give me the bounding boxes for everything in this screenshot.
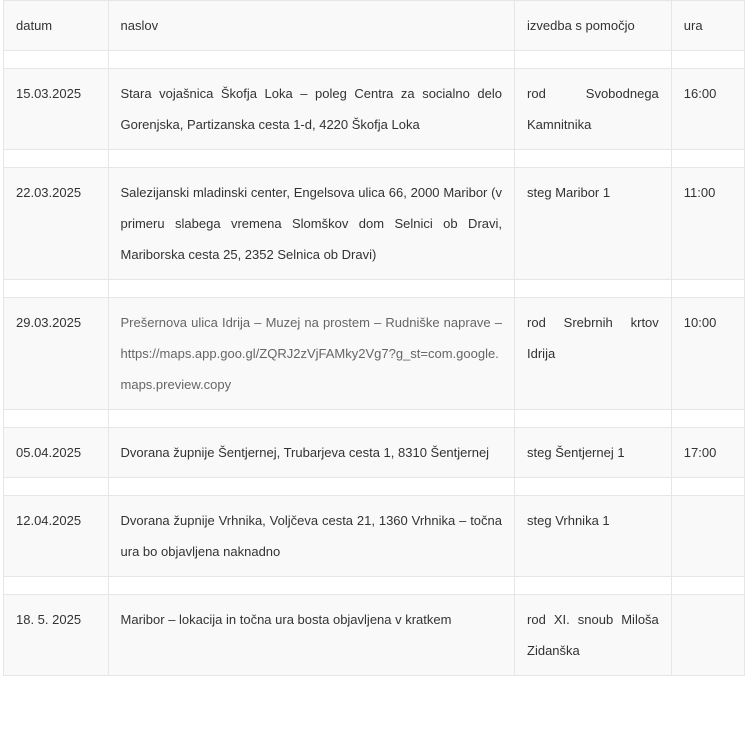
cell-time: 17:00 — [671, 428, 744, 478]
spacer-row — [4, 410, 745, 428]
cell-helper: rod XI. snoub Miloša Zidanška — [515, 595, 672, 676]
cell-title: Dvorana župnije Vrhnika, Voljčeva cesta 21, 1360 Vrhnika – točna ura bo objavljena naknadno — [108, 496, 515, 577]
table-row — [4, 496, 745, 577]
cell-time — [671, 496, 744, 577]
spacer-row — [4, 51, 745, 69]
table-row — [4, 595, 745, 676]
cell-time: 10:00 — [671, 298, 744, 410]
cell-time: 16:00 — [671, 69, 744, 150]
cell-date: 05.04.2025 — [4, 428, 109, 478]
cell-helper: rod Srebrnih krtov Idrija — [515, 298, 672, 410]
cell-helper: steg Maribor 1 — [515, 168, 672, 280]
table-row — [4, 168, 745, 280]
spacer-row — [4, 478, 745, 496]
header-helper: izvedba s pomočjo — [515, 1, 672, 51]
events-table — [3, 0, 745, 676]
cell-date: 18. 5. 2025 — [4, 595, 109, 676]
header-date: datum — [4, 1, 109, 51]
table-row — [4, 298, 745, 410]
cell-title: Dvorana župnije Šentjernej, Trubarjeva cesta 1, 8310 Šentjernej — [108, 428, 515, 478]
cell-date: 22.03.2025 — [4, 168, 109, 280]
cell-helper: steg Šentjernej 1 — [515, 428, 672, 478]
cell-time — [671, 595, 744, 676]
cell-date: 12.04.2025 — [4, 496, 109, 577]
cell-title: Maribor – lokacija in točna ura bosta objavljena v kratkem — [108, 595, 515, 676]
cell-helper: rod Svobodnega Kamnitnika — [515, 69, 672, 150]
cell-title: Prešernova ulica Idrija – Muzej na prostem – Rudniške naprave – https://maps.app.goo.gl/ZQRJ2zVjFAMky2Vg7?g_st=com.google.maps.preview.copy — [108, 298, 515, 410]
cell-title: Stara vojašnica Škofja Loka – poleg Centra za socialno delo Gorenjska, Partizanska cesta 1-d, 4220 Škofja Loka — [108, 69, 515, 150]
cell-date: 15.03.2025 — [4, 69, 109, 150]
header-time: ura — [671, 1, 744, 51]
table-header-row — [4, 1, 745, 51]
spacer-row — [4, 577, 745, 595]
header-title: naslov — [108, 1, 515, 51]
cell-time: 11:00 — [671, 168, 744, 280]
spacer-row — [4, 150, 745, 168]
cell-title: Salezijanski mladinski center, Engelsova ulica 66, 2000 Maribor (v primeru slabega vremena Slomškov dom Selnici ob Dravi, Mariborska cesta 25, 2352 Selnica ob Dravi) — [108, 168, 515, 280]
table-row — [4, 69, 745, 150]
cell-helper: steg Vrhnika 1 — [515, 496, 672, 577]
spacer-row — [4, 280, 745, 298]
cell-date: 29.03.2025 — [4, 298, 109, 410]
table-row — [4, 428, 745, 478]
